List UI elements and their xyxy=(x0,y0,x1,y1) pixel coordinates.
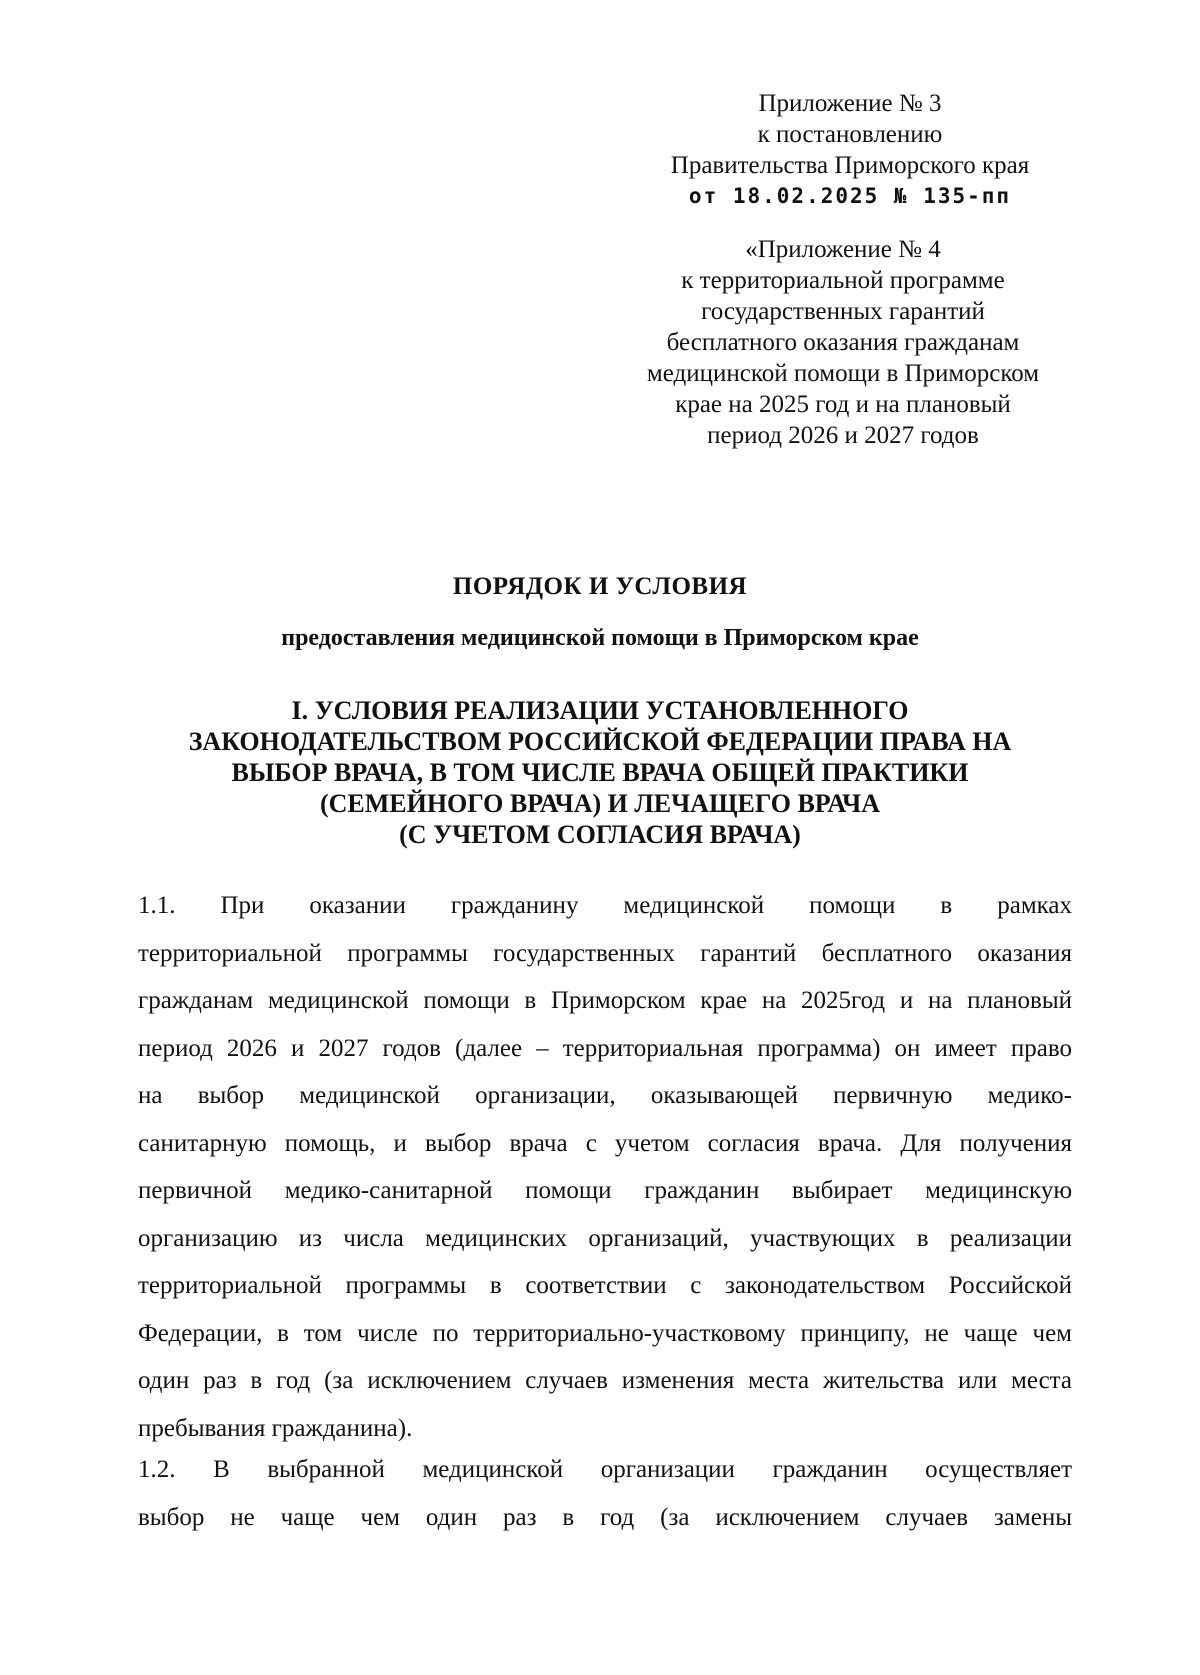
appendix-reference-line: государственных гарантий xyxy=(701,298,985,325)
paragraph-line: территориальной программы государственных гарантий бесплатного оказания xyxy=(138,939,1072,967)
paragraph-line: санитарную помощь, и выбор врача с учетом согласия врача. Для получения xyxy=(138,1129,1072,1157)
section-heading-line: ЗАКОНОДАТЕЛЬСТВОМ РОССИЙСКОЙ ФЕДЕРАЦИИ ПРАВА НА xyxy=(188,727,1012,756)
paragraph-line: первичной медико-санитарной помощи гражданин выбирает медицинскую xyxy=(138,1177,1072,1204)
appendix-reference-line: «Приложение № 4 xyxy=(745,236,941,263)
appendix-reference-line: медицинской помощи в Приморском xyxy=(646,360,1040,387)
appendix-header xyxy=(640,88,1060,212)
document-subtitle: предоставления медицинской помощи в Приморском крае xyxy=(281,625,919,651)
resolution-date-number: от 18.02.2025 № 135-пп xyxy=(688,184,1012,208)
appendix-header-line: Приложение № 3 xyxy=(758,90,942,117)
section-heading-line: (СЕМЕЙНОГО ВРАЧА) И ЛЕЧАЩЕГО ВРАЧА xyxy=(319,789,881,818)
paragraph-line: на выбор медицинской организации, оказывающей первичную медико- xyxy=(138,1082,1072,1109)
paragraph-line: Федерации, в том числе по территориально-участковому принципу, не чаще чем xyxy=(138,1319,1072,1347)
paragraph-line: 1.2. В выбранной медицинской организации гражданин осуществляет xyxy=(138,1456,1072,1483)
appendix-header-line: Правительства Приморского края xyxy=(670,152,1030,179)
section-heading-line: I. УСЛОВИЯ РЕАЛИЗАЦИИ УСТАНОВЛЕННОГО xyxy=(291,696,909,725)
appendix-reference xyxy=(628,234,1058,451)
paragraph-line: организацию из числа медицинских организаций, участвующих в реализации xyxy=(138,1224,1072,1252)
paragraph-line: пребывания гражданина). xyxy=(138,1414,413,1442)
section-heading-line: ВЫБОР ВРАЧА, В ТОМ ЧИСЛЕ ВРАЧА ОБЩЕЙ ПРАКТИКИ xyxy=(231,758,969,787)
paragraph-line: выбор не чаще чем один раз в год (за исключением случаев замены xyxy=(138,1503,1072,1531)
paragraph-line: 1.1. При оказании гражданину медицинской помощи в рамках xyxy=(138,892,1072,919)
paragraph-line: территориальной программы в соответствии с законодательством Российской xyxy=(138,1272,1072,1299)
appendix-header-line: к постановлению xyxy=(757,121,943,148)
appendix-reference-line: к территориальной программе xyxy=(681,267,1005,294)
paragraph-line: гражданам медицинской помощи в Приморском крае на 2025год и на плановый xyxy=(138,987,1072,1014)
appendix-reference-line: крае на 2025 год и на плановый xyxy=(675,391,1011,418)
document-title: ПОРЯДОК И УСЛОВИЯ xyxy=(452,573,748,600)
section-heading xyxy=(130,695,1070,850)
appendix-reference-line: период 2026 и 2027 годов xyxy=(707,422,979,449)
paragraph-1-1 xyxy=(138,882,1072,1452)
paragraph-line: один раз в год (за исключением случаев изменения места жительства или места xyxy=(138,1367,1072,1394)
section-heading-line: (С УЧЕТОМ СОГЛАСИЯ ВРАЧА) xyxy=(399,820,801,849)
paragraph-1-2 xyxy=(138,1446,1072,1541)
appendix-reference-line: бесплатного оказания гражданам xyxy=(666,329,1020,356)
paragraph-line: период 2026 и 2027 годов (далее – территориальная программа) он имеет право xyxy=(138,1034,1072,1062)
